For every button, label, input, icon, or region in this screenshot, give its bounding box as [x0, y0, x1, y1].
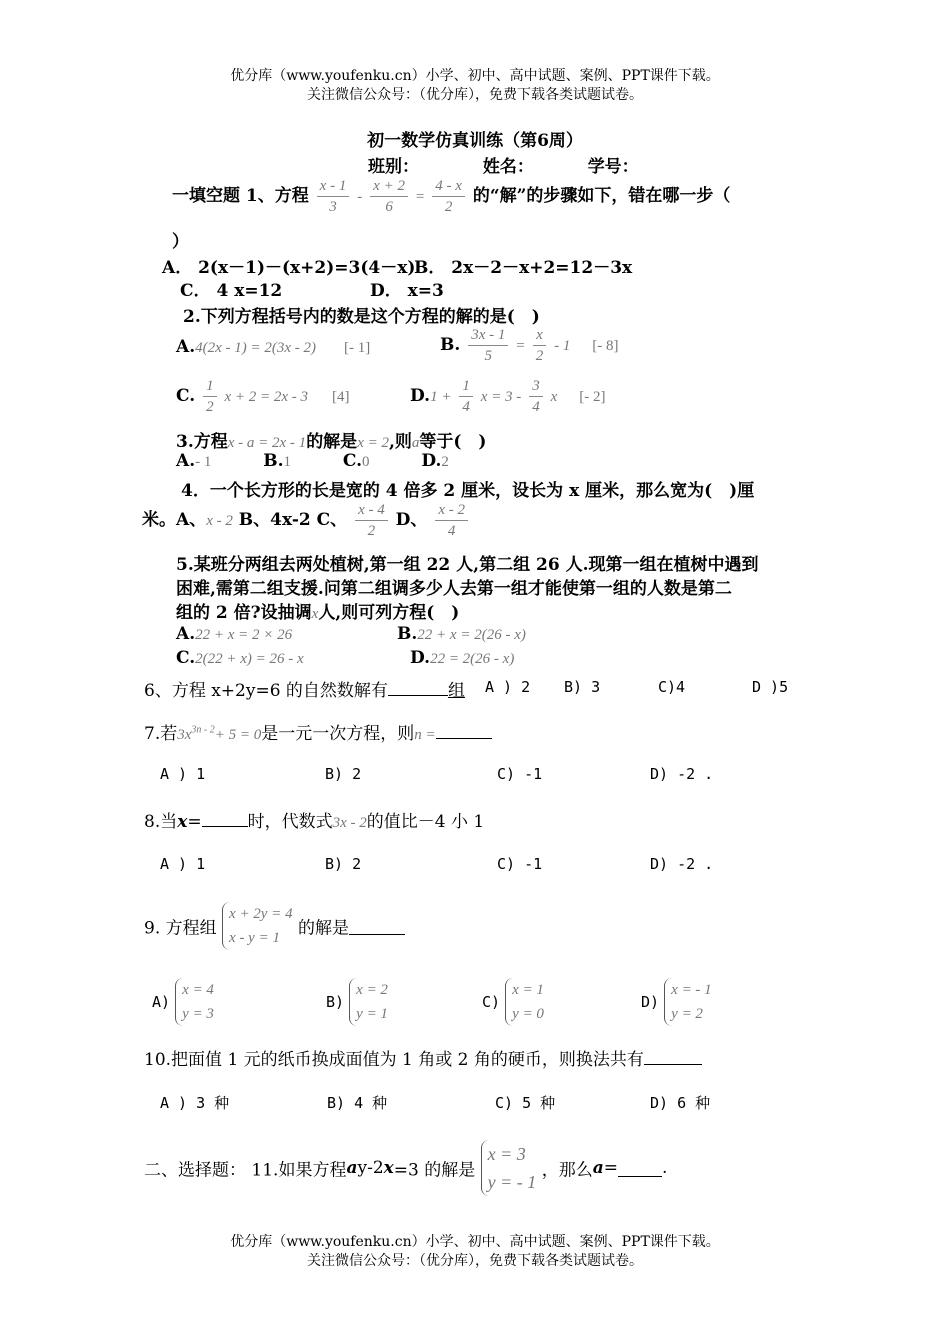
- q9-option-a: A) x = 4 y = 3: [152, 978, 214, 1026]
- q1-fraction-1: $\frac{x - 1}{3}$: [317, 176, 350, 217]
- q9-option-b: B) x = 2 y = 1: [326, 978, 388, 1026]
- q7-option-b: B) 2: [325, 765, 362, 783]
- q4-line-1: 4．一个长方形的长是宽的 4 倍多 2 厘米，设长为 x 厘米，那么宽为( )厘: [181, 481, 755, 501]
- q2-stem: 2.下列方程括号内的数是这个方程的解的是( ): [183, 307, 540, 327]
- q1-fraction-3: $\frac{4 - x}{2}$: [432, 176, 465, 217]
- q7-stem: 7.若$3x^{3n - 2}+ 5 = 0$是一元一次方程，则n =: [144, 719, 492, 744]
- q3-option-d: D.2: [421, 451, 449, 471]
- q3-option-b: B.1: [263, 451, 291, 471]
- footer-line-2: 关注微信公众号：（优分库），免费下载各类试题试卷。: [307, 1253, 643, 1269]
- q1-option-c: C． 4 x=12: [180, 281, 283, 301]
- q8-option-a: A ) 1: [160, 855, 206, 873]
- q9-option-d: D) x = - 1 y = 2: [641, 978, 712, 1026]
- q8-stem: 8.当x= 时，代数式3x - 2的值比－4 小 1: [144, 812, 485, 832]
- q1-equals: =: [415, 189, 425, 205]
- q6-option-a: A ) 2: [485, 678, 531, 696]
- q6-option-c: C)4: [658, 678, 686, 696]
- q5-line-1: 5.某班分两组去两处植树,第一组 22 人,第二组 26 人.现第一组在植树中遇到: [176, 555, 759, 575]
- q3-stem: 3.方程x - a = 2x - 1的解是x = 2,则a等于( ): [176, 432, 487, 452]
- q10-option-b: B) 4 种: [327, 1094, 388, 1112]
- page-title: 初一数学仿真训练（第6周）: [367, 131, 583, 151]
- q2-option-c: C. $\frac{1}{2}$ x + 2 = 2x - 3 [4]: [176, 378, 350, 415]
- q7-option-c: C) -1: [497, 765, 543, 783]
- q9-answer-blank[interactable]: [349, 918, 405, 935]
- q10-stem: 10.把面值 1 元的纸币换成面值为 1 角或 2 角的硬币，则换法共有: [144, 1045, 702, 1070]
- q3-options: [176, 451, 449, 471]
- q2-option-a: A.4(2x - 1) = 2(3x - 2) [- 1]: [176, 337, 371, 357]
- q1-stem: [172, 176, 730, 217]
- q6-stem: 6、方程 x+2y=6 的自然数解有 组: [144, 681, 465, 701]
- q10-option-c: C) 5 种: [495, 1094, 556, 1112]
- q7-answer-blank[interactable]: [436, 722, 492, 739]
- q8-option-c: C) -1: [497, 855, 543, 873]
- q3-option-c: C.0: [342, 451, 370, 471]
- q5-line-2: 困难,需第二组支援.问第二组调多少人去第一组才能使第一组的人数是第二: [176, 579, 732, 599]
- q1-option-d: D． x=3: [370, 281, 444, 301]
- q6-option-d: D )5: [752, 678, 789, 696]
- q1-fraction-2: $\frac{x + 2}{6}$: [370, 176, 408, 217]
- number-label: 学号：: [587, 157, 639, 177]
- q10-option-a: A ) 3 种: [160, 1094, 230, 1112]
- q9-system: x + 2y = 4 x - y = 1: [222, 902, 293, 950]
- q2-option-d: D.1 + $\frac{1}{4}$ x = 3 - $\frac{3}{4}$ x [- 2]: [410, 378, 606, 415]
- q10-answer-blank[interactable]: [644, 1048, 702, 1065]
- q2-option-b: B. $\frac{3x - 1}{5}$ = $\frac{x}{2}$ - 1 [- 8]: [440, 327, 619, 364]
- q7-option-d: D) -2 .: [650, 765, 714, 783]
- q8-option-d: D) -2 .: [650, 855, 714, 873]
- header-line-1: 优分库（www.youfenku.cn）小学、初中、高中试题、案例、PPT课件下载。: [230, 68, 720, 84]
- q9-option-c: C) x = 1 y = 0: [482, 978, 544, 1026]
- q3-option-a: A.- 1: [176, 451, 212, 471]
- q8-option-b: B) 2: [325, 855, 362, 873]
- q1-option-a: A． 2(x－1)－(x+2)=3(4－x): [162, 258, 416, 278]
- q11-stem: 二、选择题： 11.如果方程ay-2x=3 的解是 x = 3 y = - 1 ，那么a= .: [144, 1140, 667, 1196]
- q11-system: x = 3 y = - 1: [481, 1140, 537, 1196]
- q7-option-a: A ) 1: [160, 765, 206, 783]
- class-label: 班别：: [368, 157, 419, 177]
- q4-line-2: 米。A、x - 2 B、4x-2 C、 $\frac{x - 4}{2}$ D、 $\frac{x - 2}{4}$: [142, 500, 470, 541]
- q1-close-paren: ）: [172, 232, 189, 252]
- q5-option-a: A.22 + x = 2 × 26: [176, 624, 293, 644]
- q10-option-d: D) 6 种: [650, 1094, 711, 1112]
- name-label: 姓名：: [482, 157, 534, 177]
- q8-answer-blank[interactable]: [202, 810, 248, 827]
- student-info: [368, 152, 639, 177]
- q1-option-b: B． 2x－2－x+2=12－3x: [414, 258, 633, 278]
- q1-prefix: 一填空题 1、方程: [172, 186, 309, 206]
- q5-line-3: 组的 2 倍?设抽调x人,则可列方程( ): [176, 603, 460, 623]
- footer-line-1: 优分库（www.youfenku.cn）小学、初中、高中试题、案例、PPT课件下载。: [230, 1234, 720, 1250]
- q6-option-b: B) 3: [564, 678, 601, 696]
- q5-option-d: D.22 = 2(26 - x): [410, 648, 515, 668]
- q1-minus: -: [357, 189, 363, 205]
- header-line-2: 关注微信公众号：（优分库），免费下载各类试题试卷。: [307, 87, 643, 103]
- q9-stem: 9. 方程组 x + 2y = 4 x - y = 1 的解是: [144, 902, 405, 950]
- q1-suffix: 的“解”的步骤如下，错在哪一步（: [472, 186, 731, 206]
- q5-option-c: C.2(22 + x) = 26 - x: [176, 648, 304, 668]
- q6-answer-blank[interactable]: [388, 679, 448, 696]
- q5-option-b: B.22 + x = 2(26 - x): [397, 624, 526, 644]
- q11-answer-blank[interactable]: [618, 1160, 662, 1177]
